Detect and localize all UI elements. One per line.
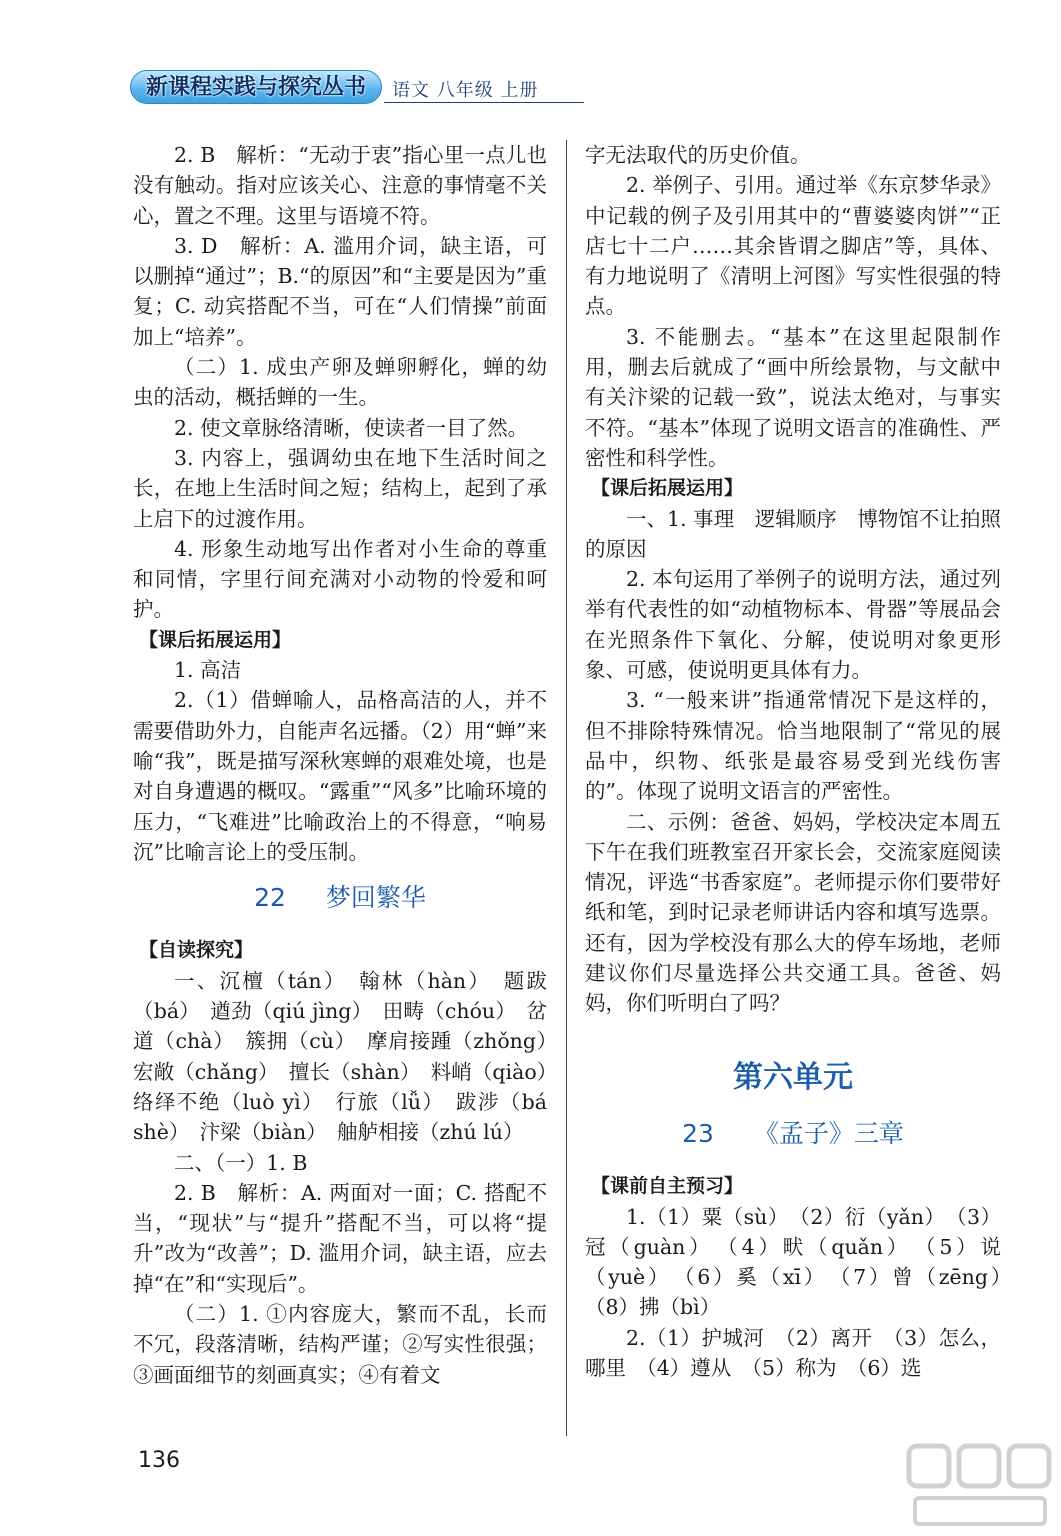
paragraph: 二、示例：爸爸、妈妈，学校决定本周五下午在我们班教室召开家长会，交流家庭阅读情况，评选“书香家庭”。老师提示你们要带好纸和笔，到时记录老师讲话内容和填写选票。还有，因为学校没有那么大的停车场地，老师建议你们尽量选择公共交通工具。爸爸、妈妈，你们听明白了吗？ [585, 809, 1001, 1016]
grade-label: 语文 八年级 上册 [392, 80, 539, 101]
paragraph: 2. B 解析：“无动于衷”指心里一点儿也没有触动。指对应该关心、注意的事情毫不关心，置之不理。这里与语境不符。 [133, 143, 547, 228]
paragraph: 3. “一般来讲”指通常情况下是这样的，但不排除特殊情况。恰当地限制了“常见的展品中，织物、纸张是最容易受到光线伤害的”。体现了说明文语言的严密性。 [585, 688, 1001, 804]
chapter-number: 23 [682, 1118, 714, 1148]
paragraph: 2. 本句运用了举例子的说明方法，通过列举有代表性的如“动植物标本、骨器”等展品会在光照条件下氧化、分解，使说明对象更形象、可感，使说明更具体有力。 [585, 567, 1001, 683]
paragraph: 二、（一）1. B [174, 1150, 308, 1175]
paragraph: 3. D 解析：A. 滥用介词，缺主语，可以删掉“通过”；B.“的原因”和“主要是因为”重复；C. 动宾搭配不当，可在“人们情操”前面加上“培养”。 [133, 233, 547, 349]
paragraph: 一、1. 事理 逻辑顺序 博物馆不让拍照的原因 [585, 506, 1001, 561]
right-column [585, 140, 1022, 1383]
paragraph: 1. 高洁 [174, 658, 242, 683]
chapter-title-22 [133, 883, 547, 913]
series-title: 新课程实践与探究丛书 [145, 75, 366, 100]
column-divider [566, 140, 567, 1436]
paragraph: 一、沉檀（tán） 翰林（hàn） 题跋（bá） 遒劲（qiú jìng） 田畴（chóu） 岔道（chà） 簇拥（cù） 摩肩接踵（zhǒng） 宏敞（chǎng） 擅长（shàn） 料峭（qiào） 络绎不绝（luò yì） 行旅（lǚ） 跋涉（bá shè） 汴梁（biàn） 舳舻相接（zhú lú） [133, 968, 568, 1145]
paragraph: 2.（1）护城河 （2）离开 （3）怎么，哪里 （4）遵从 （5）称为 （6）选 [585, 1325, 1001, 1380]
section-heading: 【课后拓展运用】 [139, 628, 292, 651]
section-heading: 【课后拓展运用】 [591, 477, 744, 500]
section-heading: 【课前自主预习】 [591, 1175, 744, 1198]
page-number: 136 [138, 1448, 180, 1473]
unit-title: 第六单元 [733, 1059, 853, 1095]
section-heading: 【自读探究】 [139, 939, 254, 962]
paragraph: 2. B 解析：A. 两面对一面；C. 搭配不当，“现状”与“提升”搭配不当，可以将“提升”改为“改善”；D. 滥用介词，缺主语，应去掉“在”和“实现后”。 [133, 1180, 547, 1296]
paragraph: 2.（1）借蝉喻人，品格高洁的人，并不需要借助外力，自能声名远播。（2）用“蝉”来喻“我”，既是描写深秋寒蝉的艰难处境，也是对自身遭遇的概叹。“露重”“风多”比喻环境的压力，“飞难进”比喻政治上的不得意，“响易沉”比喻言论上的受压制。 [133, 688, 547, 864]
left-column [133, 140, 568, 1390]
paragraph: 3. 不能删去。“基本”在这里起限制作用，删去后就成了“画中所绘景物，与文献中有关汴梁的记载一致”，说法太绝对，与事实不符。“基本”体现了说明文语言的准确性、严密性和科学性。 [585, 324, 1001, 470]
paragraph: 2. 使文章脉络清晰，使读者一目了然。 [174, 415, 529, 440]
chapter-name: 梦回繁华 [325, 883, 426, 913]
chapter-name: 《孟子》三章 [753, 1118, 904, 1148]
chapter-number: 22 [254, 883, 286, 913]
paragraph: （二）1. 成虫产卵及蝉卵孵化，蝉的幼虫的活动，概括蝉的一生。 [133, 355, 547, 410]
paragraph: 2. 举例子、引用。通过举《东京梦华录》中记载的例子及引用其中的“曹婆婆肉饼”“正店七十二户……其余皆谓之脚店”等，具体、有力地说明了《清明上河图》写实性很强的特点。 [585, 173, 1001, 319]
header-rule [384, 102, 584, 103]
paragraph: 3. 内容上，强调幼虫在地下生活时间之长，在地上生活时间之短；结构上，起到了承上启下的过渡作用。 [133, 445, 547, 531]
paragraph: 字无法取代的历史价值。 [585, 143, 811, 167]
paragraph: （二）1. ①内容庞大，繁而不乱，长而不冗，段落清晰，结构严谨；②写实性很强；③画面细节的刻画真实；④有着文 [133, 1301, 547, 1387]
watermark-logo [905, 1440, 1055, 1532]
page-header [130, 66, 586, 108]
paragraph: 4. 形象生动地写出作者对小生命的尊重和同情，字里行间充满对小动物的怜爱和呵护。 [133, 536, 547, 622]
chapter-title-23 [585, 1119, 1001, 1149]
paragraph: 1.（1）粟（sù） （2）衍（yǎn） （3）冠（guàn） （4）畎（quǎn） （5）说（yuè） （6）奚（xī） （7）曾（zēng） （8）拂（bì） [585, 1204, 1022, 1320]
series-banner [130, 70, 382, 104]
